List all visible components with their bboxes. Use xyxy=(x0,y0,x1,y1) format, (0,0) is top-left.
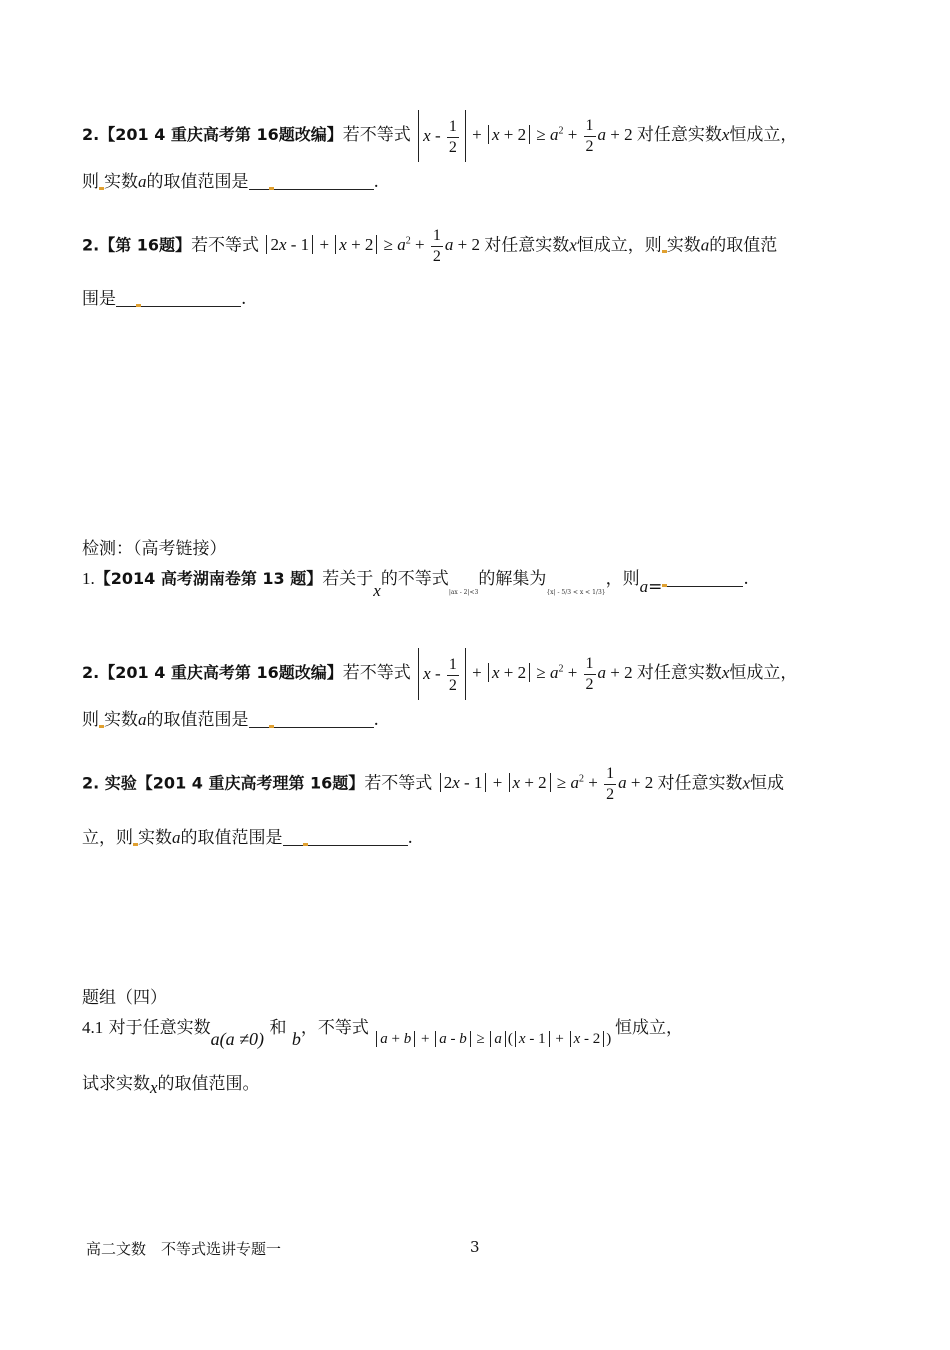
footer-title: 高二文数 不等式选讲专题一 xyxy=(86,1240,282,1258)
problem-c-label: 2. xyxy=(82,662,100,682)
problem-b-var2: a xyxy=(700,235,710,255)
problem-b-line2 xyxy=(82,287,246,311)
problem-c-line1 xyxy=(82,648,797,700)
period: . xyxy=(373,172,379,192)
problem-d-line1 xyxy=(82,764,784,805)
group4-cond: a(a ≠0) xyxy=(210,1029,265,1049)
problem-d-tail: 对任意实数 xyxy=(657,773,743,794)
problem-d-label: 2. 实验 xyxy=(82,773,137,793)
group4-text2: ，不等式 xyxy=(300,1018,369,1038)
group4-text3: 恒成立， xyxy=(614,1018,683,1038)
check-q1-text4: ，则 xyxy=(605,569,640,589)
problem-b-line1 xyxy=(82,226,777,267)
answer-blank[interactable] xyxy=(283,829,303,846)
group4-text1: 对于任意实数 xyxy=(108,1018,211,1038)
answer-blank[interactable] xyxy=(667,570,743,587)
check-q1-set: {x| - 5/3 < x < 1/3} xyxy=(546,589,606,596)
problem-a-label: 2. xyxy=(82,124,100,144)
problem-d-line2 xyxy=(82,826,413,850)
check-q1-text3: 的解集为 xyxy=(478,569,547,589)
check-q1-var2: a xyxy=(639,577,649,596)
problem-d-var: x xyxy=(742,773,750,793)
check-q1-eq: = xyxy=(648,577,663,597)
problem-c-line2-post: 的取值范围是 xyxy=(146,710,249,730)
page-number: 3 xyxy=(470,1238,480,1256)
problem-c-formula: x - $\frac{1}{2}$ + $x + 2 \ge a^2$ + $\frac{1}{2}$ a + 2 xyxy=(416,663,637,682)
group4-varb: b xyxy=(291,1029,301,1049)
problem-c-source: 【201 4 重庆高考第 16题改编】 xyxy=(99,662,343,682)
problem-b-formula: $2x - 1 + x + 2 \ge a^2$ + $\frac{1}{2}$ a + 2 xyxy=(264,235,484,254)
group4-line2 xyxy=(82,1072,260,1100)
group4-line2-var: x xyxy=(150,1078,158,1097)
check-q1 xyxy=(82,567,749,605)
answer-blank[interactable] xyxy=(308,829,408,846)
problem-a-tail: 对任意实数 xyxy=(636,124,722,145)
problem-c-tail: 对任意实数 xyxy=(636,662,722,683)
period: . xyxy=(743,569,749,589)
problem-c-line2-mid: 实数 xyxy=(104,710,138,730)
problem-d-line2-post: 的取值范围是 xyxy=(180,828,283,848)
group4-line1 xyxy=(82,1016,683,1051)
answer-blank[interactable] xyxy=(249,173,269,190)
answer-blank[interactable] xyxy=(141,290,241,307)
problem-c-line2 xyxy=(82,708,379,732)
problem-d-source: 【201 4 重庆高考理第 16题】 xyxy=(136,773,365,793)
problem-d-line2-var: a xyxy=(172,828,181,847)
problem-a-tail2: 恒成立， xyxy=(729,124,798,145)
problem-a-lead: 若不等式 xyxy=(342,124,411,145)
problem-a-source: 【201 4 重庆高考第 16题改编】 xyxy=(99,124,343,144)
group4-line2-b: 的取值范围。 xyxy=(157,1074,260,1094)
problem-c-line2-var: a xyxy=(138,710,147,729)
period: . xyxy=(241,289,247,309)
problem-c-lead: 若不等式 xyxy=(342,662,411,683)
problem-a-line2 xyxy=(82,170,379,194)
period: . xyxy=(373,710,379,730)
problem-a-line2-var: a xyxy=(138,172,147,191)
problem-c-line2-pre: 则 xyxy=(82,710,99,730)
check-q1-source: 【2014 高考湖南卷第 13 题】 xyxy=(94,569,323,588)
problem-b-tail3: 实数 xyxy=(666,235,701,256)
check-q1-ineq: |ax - 2|<3 xyxy=(448,589,479,596)
answer-blank[interactable] xyxy=(249,711,269,728)
group4-formula: a + b + a - b ≥ a ( x - 1 + x - 2 ) xyxy=(374,1031,615,1047)
problem-a-formula: x - $\frac{1}{2}$ + $x + 2 \ge a^2$ + $\frac{1}{2}$ a + 2 xyxy=(416,125,637,144)
group4-label: 4.1 xyxy=(82,1018,104,1037)
problem-a-line2-post: 的取值范围是 xyxy=(146,172,249,192)
check-q1-var: x xyxy=(373,581,381,600)
answer-blank[interactable] xyxy=(274,173,374,190)
problem-b-source: 【第 16题】 xyxy=(99,235,192,255)
problem-b-line2: 围是 xyxy=(82,289,116,309)
answer-blank[interactable] xyxy=(274,711,374,728)
problem-a-line2-mid: 实数 xyxy=(104,172,138,192)
group4-and: 和 xyxy=(269,1018,287,1038)
problem-d-line2-mid: 实数 xyxy=(138,828,172,848)
problem-b-lead: 若不等式 xyxy=(191,235,260,256)
problem-d-tail2: 恒成 xyxy=(750,773,784,794)
problem-a-line2-pre: 则 xyxy=(82,172,99,192)
problem-d-formula: $2x - 1 + x + 2 \ge a^2$ + $\frac{1}{2}$ a + 2 xyxy=(438,773,658,792)
check-title: 检测：（高考链接） xyxy=(82,539,227,559)
group4-title: 题组（四） xyxy=(82,988,167,1008)
check-q1-text2: 的不等式 xyxy=(380,569,449,589)
problem-a-line1 xyxy=(82,110,797,162)
problem-b-tail: 对任意实数 xyxy=(484,235,570,256)
problem-d-lead: 若不等式 xyxy=(364,773,433,794)
problem-b-var: x xyxy=(569,235,577,255)
problem-b-tail2: 恒成立，则 xyxy=(576,235,662,256)
problem-d-line2-pre: 立，则 xyxy=(82,828,133,848)
problem-a-var: x xyxy=(721,124,730,144)
check-q1-label: 1. xyxy=(82,569,95,588)
problem-c-var: x xyxy=(721,662,730,682)
check-q1-text1: 若关于 xyxy=(322,569,374,589)
period: . xyxy=(407,828,413,848)
problem-b-tail4: 的取值范 xyxy=(709,235,778,256)
problem-c-tail2: 恒成立， xyxy=(729,662,798,683)
problem-b-label: 2. xyxy=(82,235,100,255)
group4-line2-a: 试求实数 xyxy=(82,1074,150,1094)
answer-blank[interactable] xyxy=(116,290,136,307)
